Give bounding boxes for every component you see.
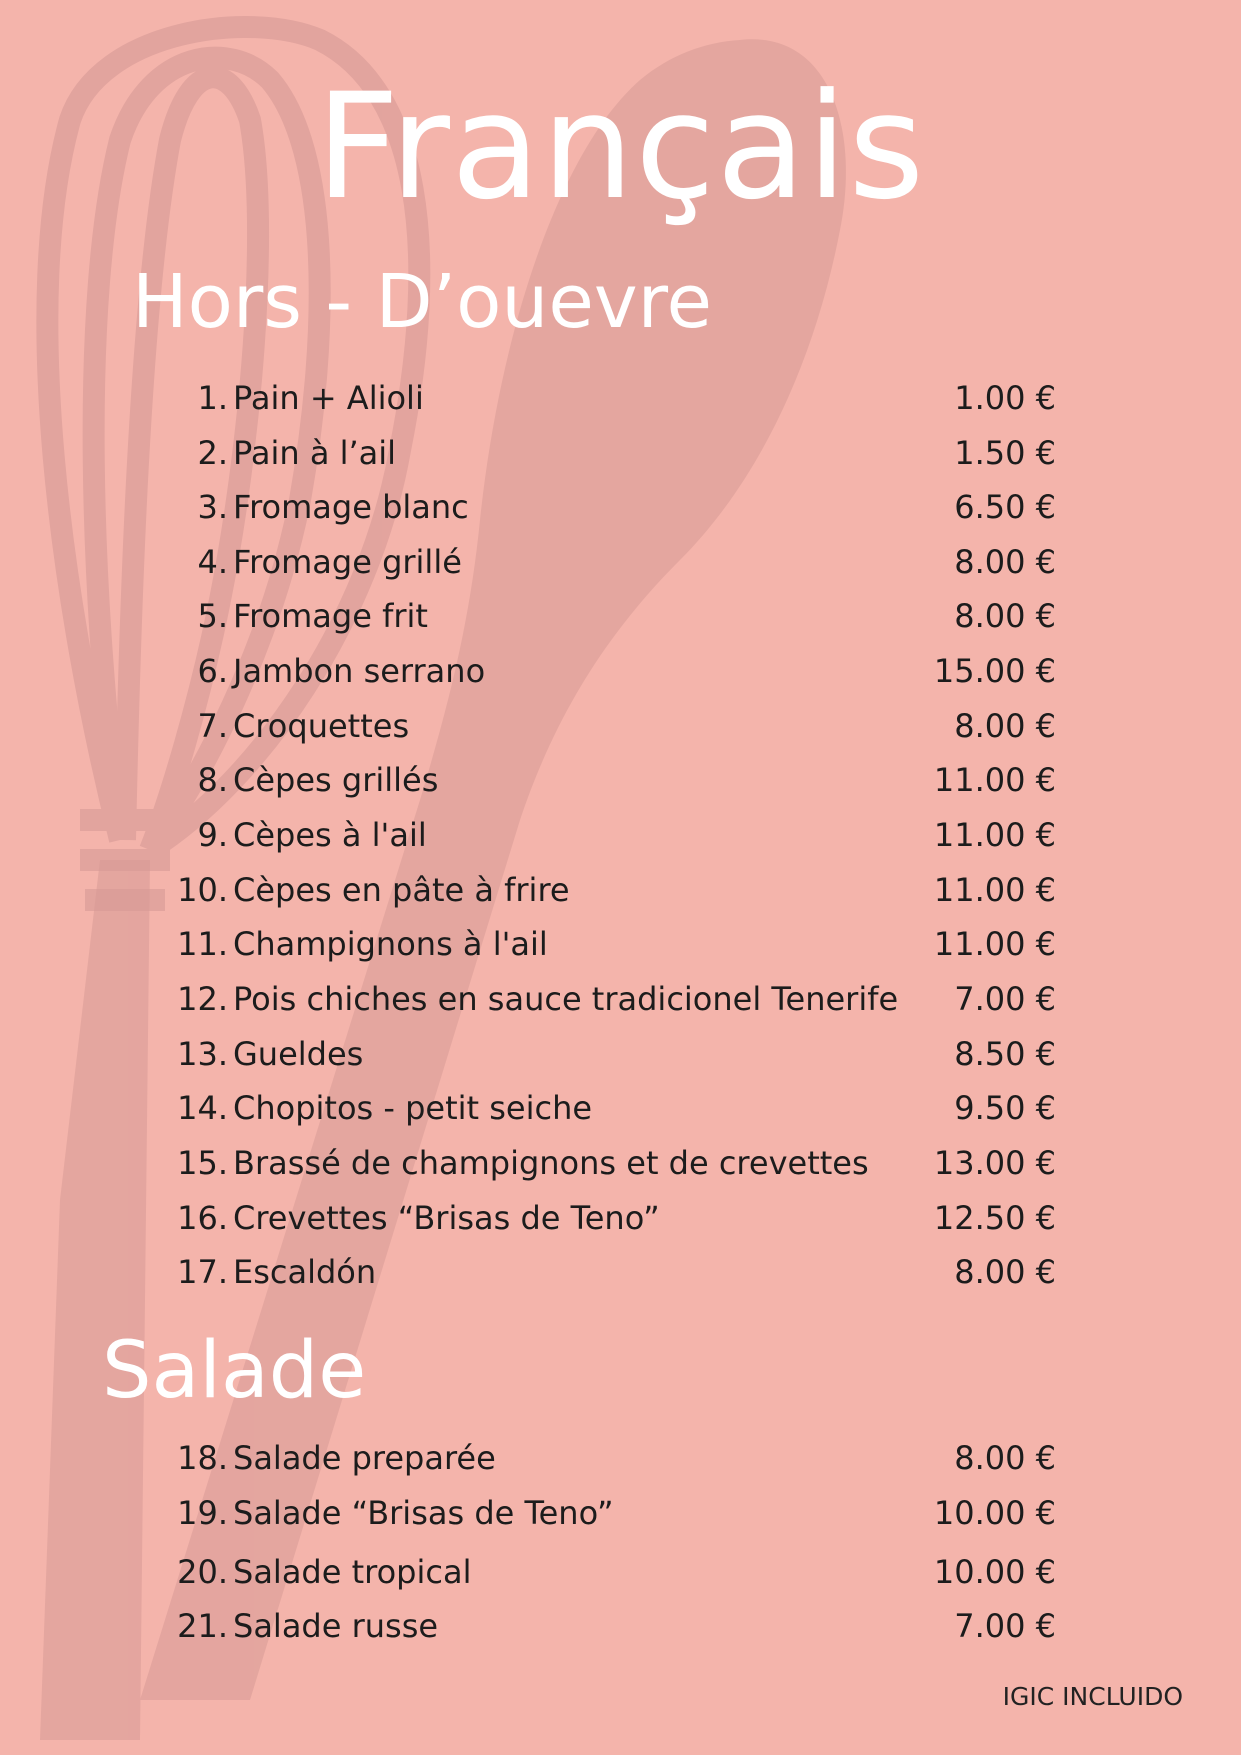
menu-item — [0, 1603, 1241, 1649]
item-price: 8.00 € — [954, 597, 1056, 635]
item-number: 12. — [177, 980, 228, 1018]
item-number: 19. — [177, 1494, 228, 1532]
item-number: 11. — [177, 925, 228, 963]
item-price: 6.50 € — [954, 488, 1056, 526]
item-name: Salade “Brisas de Teno” — [233, 1494, 614, 1532]
item-name: Pain à l’ail — [233, 434, 397, 472]
item-number: 3. — [197, 488, 228, 526]
menu-item — [0, 1085, 1241, 1131]
item-price: 11.00 € — [933, 761, 1056, 799]
item-name: Chopitos - petit seiche — [233, 1089, 593, 1127]
item-price: 11.00 € — [933, 871, 1056, 909]
item-name: Croquettes — [233, 707, 410, 745]
item-name: Cèpes en pâte à frire — [233, 871, 570, 909]
item-price: 9.50 € — [954, 1089, 1056, 1127]
item-price: 12.50 € — [933, 1199, 1056, 1237]
item-number: 8. — [197, 761, 228, 799]
item-number: 9. — [197, 816, 228, 854]
menu-item — [0, 648, 1241, 694]
menu-item — [0, 703, 1241, 749]
item-name: Fromage blanc — [233, 488, 469, 526]
item-price: 8.00 € — [954, 543, 1056, 581]
item-price: 13.00 € — [933, 1144, 1056, 1182]
item-number: 21. — [177, 1607, 228, 1645]
item-name: Salade tropical — [233, 1553, 472, 1591]
item-price: 11.00 € — [933, 816, 1056, 854]
menu-item — [0, 1435, 1241, 1481]
item-price: 11.00 € — [933, 925, 1056, 963]
menu-item — [0, 867, 1241, 913]
menu-item — [0, 430, 1241, 476]
item-number: 6. — [197, 652, 228, 690]
item-number: 13. — [177, 1035, 228, 1073]
item-price: 7.00 € — [954, 980, 1056, 1018]
item-price: 8.00 € — [954, 1439, 1056, 1477]
menu-item — [0, 976, 1241, 1022]
item-price: 8.00 € — [954, 1253, 1056, 1291]
item-number: 16. — [177, 1199, 228, 1237]
item-price: 10.00 € — [933, 1494, 1056, 1532]
menu-item — [0, 1140, 1241, 1186]
item-name: Salade preparée — [233, 1439, 496, 1477]
item-number: 7. — [197, 707, 228, 745]
item-name: Crevettes “Brisas de Teno” — [233, 1199, 660, 1237]
item-price: 1.00 € — [954, 379, 1056, 417]
menu-item — [0, 484, 1241, 530]
menu-item — [0, 1549, 1241, 1595]
item-number: 10. — [177, 871, 228, 909]
item-name: Salade russe — [233, 1607, 439, 1645]
item-name: Brassé de champignons et de crevettes — [233, 1144, 869, 1182]
item-number: 18. — [177, 1439, 228, 1477]
menu-item — [0, 539, 1241, 585]
menu-item — [0, 1249, 1241, 1295]
menu-item — [0, 1195, 1241, 1241]
page-title: Français — [315, 62, 926, 232]
item-number: 2. — [197, 434, 228, 472]
item-name: Gueldes — [233, 1035, 364, 1073]
item-name: Jambon serrano — [233, 652, 486, 690]
section-heading-hors-doeuvre: Hors - D’ouevre — [132, 259, 712, 345]
item-name: Cèpes à l'ail — [233, 816, 427, 854]
menu-item — [0, 921, 1241, 967]
item-name: Cèpes grillés — [233, 761, 439, 799]
menu-item — [0, 1490, 1241, 1536]
item-number: 5. — [197, 597, 228, 635]
item-number: 4. — [197, 543, 228, 581]
menu-item — [0, 757, 1241, 803]
item-name: Fromage grillé — [233, 543, 462, 581]
menu-item — [0, 1031, 1241, 1077]
item-price: 10.00 € — [933, 1553, 1056, 1591]
item-number: 17. — [177, 1253, 228, 1291]
item-price: 15.00 € — [933, 652, 1056, 690]
menu-item — [0, 812, 1241, 858]
tax-included-note: IGIC INCLUIDO — [1002, 1682, 1183, 1711]
item-price: 8.50 € — [954, 1035, 1056, 1073]
item-price: 7.00 € — [954, 1607, 1056, 1645]
item-name: Pois chiches en sauce tradicionel Tenerife — [233, 980, 899, 1018]
item-name: Champignons à l'ail — [233, 925, 548, 963]
menu-item — [0, 375, 1241, 421]
item-number: 15. — [177, 1144, 228, 1182]
item-number: 1. — [197, 379, 228, 417]
section-heading-salade: Salade — [102, 1326, 367, 1416]
item-number: 14. — [177, 1089, 228, 1127]
item-price: 8.00 € — [954, 707, 1056, 745]
item-name: Pain + Alioli — [233, 379, 424, 417]
item-name: Fromage frit — [233, 597, 428, 635]
menu-item — [0, 593, 1241, 639]
item-number: 20. — [177, 1553, 228, 1591]
item-price: 1.50 € — [954, 434, 1056, 472]
item-name: Escaldón — [233, 1253, 377, 1291]
